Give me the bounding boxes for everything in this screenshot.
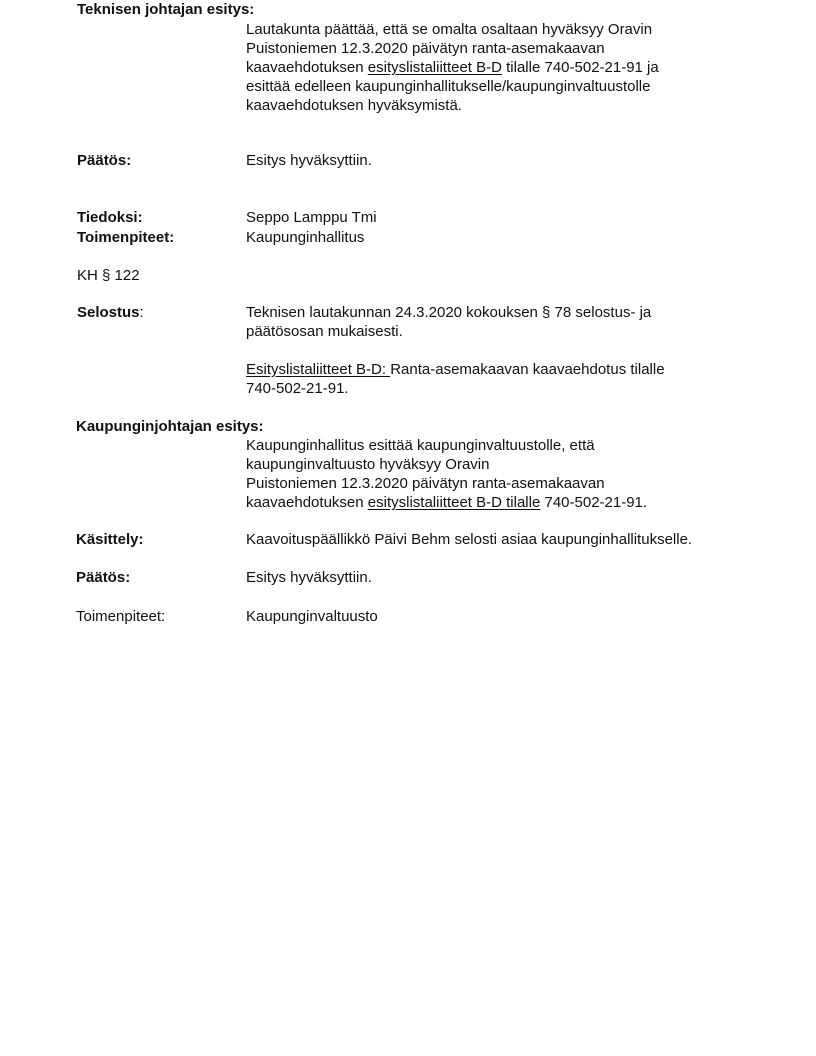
handling-value: Kaavoituspäällikkö Päivi Behm selosti asiaa kaupunginhallitukselle. — [246, 531, 693, 548]
text-span: 740-502-21-91. — [540, 494, 648, 511]
text-line: Kaupunginhallitus esittää kaupunginvaltuustolle, että — [246, 437, 595, 454]
text-line: kaupunginvaltuusto hyväksyy Oravin — [246, 456, 490, 473]
explanation-label — [77, 303, 144, 322]
actions-label: Toimenpiteet: — [77, 229, 175, 246]
for-information-value: Seppo Lamppu Tmi — [246, 209, 377, 226]
actions-value: Kaupunginvaltuusto — [246, 608, 378, 625]
attachment-link: esityslistaliitteet B-D — [367, 59, 502, 76]
mayor-proposal-heading: Kaupunginjohtajan esitys: — [76, 418, 264, 435]
handling-label: Käsittely: — [76, 531, 144, 548]
attachment-link: esityslistaliitteet B-D tilalle — [367, 494, 541, 511]
text-line: päätösosan mukaisesti. — [246, 323, 403, 340]
label-colon: : — [139, 304, 144, 321]
text-line: Puistoniemen 12.3.2020 päivätyn ranta-asemakaavan — [246, 475, 605, 492]
text-line: Puistoniemen 12.3.2020 päivätyn ranta-asemakaavan — [246, 40, 605, 57]
attachments-text — [246, 360, 665, 398]
text-span: kaavaehdotuksen — [246, 59, 368, 76]
text-line: Teknisen lautakunnan 24.3.2020 kokouksen § 78 selostus- ja — [246, 304, 652, 321]
actions-value: Kaupunginhallitus — [246, 229, 365, 246]
decision-value: Esitys hyväksyttiin. — [246, 569, 372, 586]
text-line: esittää edelleen kaupunginhallitukselle/kaupunginvaltuustolle — [246, 78, 651, 95]
decision-label: Päätös: — [77, 152, 132, 169]
decision-label: Päätös: — [76, 569, 131, 586]
tech-proposal-heading: Teknisen johtajan esitys: — [77, 1, 255, 18]
text-span: tilalle 740-502-21-91 ja — [501, 59, 659, 76]
attachment-link: Esityslistaliitteet B-D: — [246, 361, 391, 378]
mayor-proposal-text — [246, 436, 647, 512]
actions-label: Toimenpiteet: — [76, 608, 166, 625]
for-information-label: Tiedoksi: — [77, 209, 143, 226]
board-section-ref: KH § 122 — [77, 267, 140, 284]
text-span: kaavaehdotuksen — [246, 494, 368, 511]
text-line — [246, 58, 659, 77]
text-span: Ranta-asemakaavan kaavaehdotus tilalle — [390, 361, 665, 378]
text-line: Lautakunta päättää, että se omalta osaltaan hyväksyy Oravin — [246, 21, 653, 38]
text-line — [246, 360, 665, 379]
text-line: kaavaehdotuksen hyväksymistä. — [246, 97, 462, 114]
explanation-text — [246, 303, 651, 341]
decision-value: Esitys hyväksyttiin. — [246, 152, 372, 169]
text-line — [246, 493, 647, 512]
label-text: Selostus — [77, 304, 140, 321]
tech-proposal-text — [246, 20, 659, 115]
text-line: 740-502-21-91. — [246, 380, 349, 397]
